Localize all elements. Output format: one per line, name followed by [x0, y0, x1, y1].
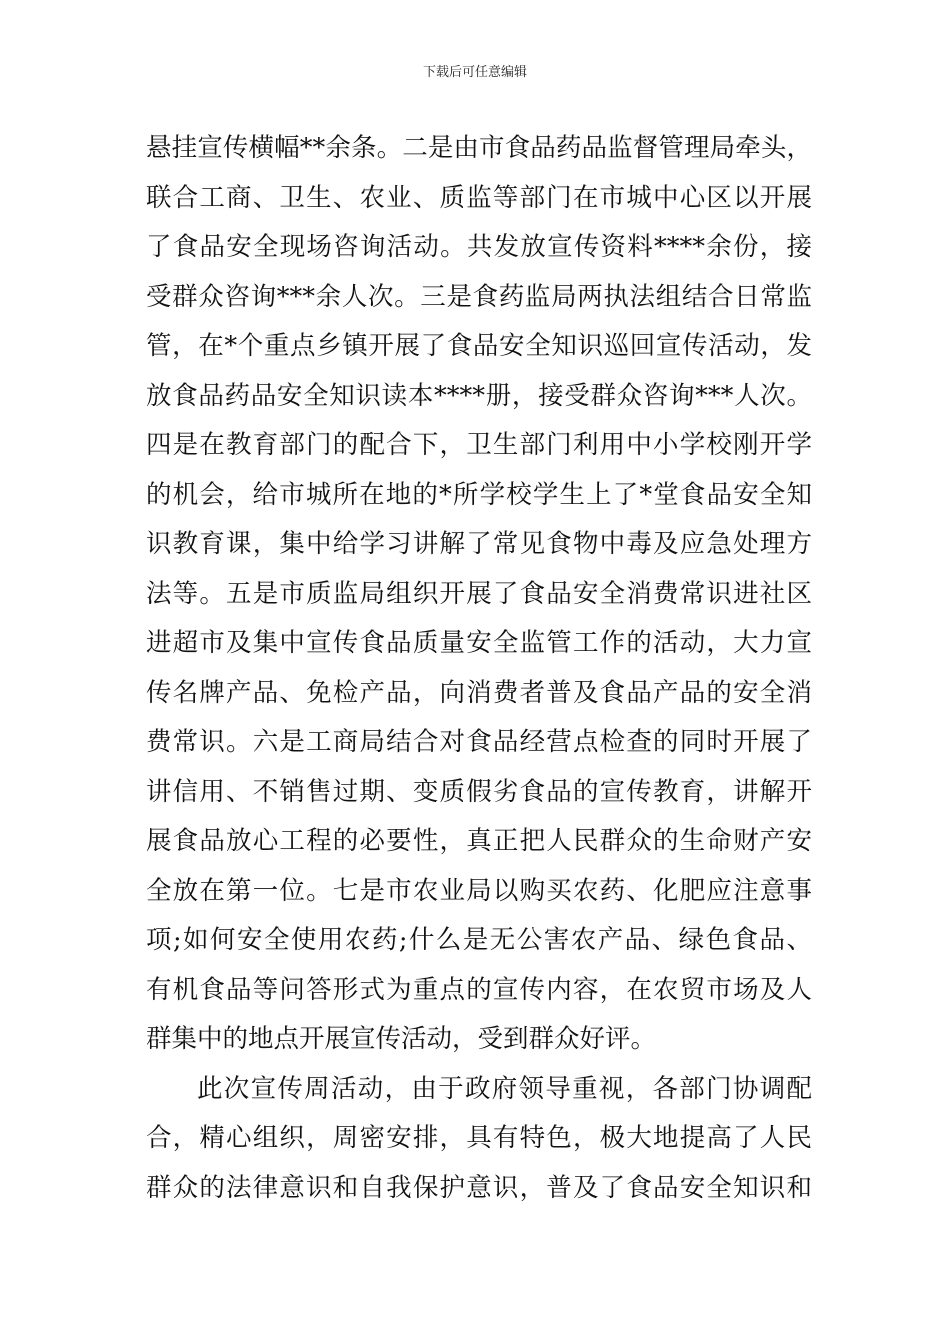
paragraph [146, 124, 812, 1065]
text-line: 受群众咨询***余人次。三是食药监局两执法组结合日常监 [146, 281, 812, 312]
text-line: 进超市及集中宣传食品质量安全监管工作的活动，大力宣 [146, 628, 812, 658]
text-line: 的机会，给市城所在地的*所学校学生上了*堂食品安全知 [146, 479, 812, 510]
text-line: 合，精心组织，周密安排，具有特色，极大地提高了人民 [146, 1123, 812, 1153]
text-line: 讲信用、不销售过期、变质假劣食品的宣传教育，讲解开 [146, 776, 812, 807]
text-line: 有机食品等问答形式为重点的宣传内容，在农贸市场及人 [146, 974, 812, 1005]
text-line: 放食品药品安全知识读本****册，接受群众咨询***人次。 [146, 380, 812, 411]
text-line: 法等。五是市质监局组织开展了食品安全消费常识进社区 [146, 578, 812, 609]
paragraph [146, 1065, 812, 1214]
text-line: 费常识。六是工商局结合对食品经营点检查的同时开展了 [146, 727, 812, 757]
text-line: 四是在教育部门的配合下，卫生部门利用中小学校刚开学 [146, 430, 812, 460]
text-line: 群集中的地点开展宣传活动，受到群众好评。 [146, 1024, 657, 1054]
text-line: 识教育课，集中给学习讲解了常见食物中毒及应急处理方 [146, 529, 812, 559]
text-line: 展食品放心工程的必要性，真正把人民群众的生命财产安 [146, 826, 812, 856]
document-body [146, 124, 812, 1213]
page-header: 下载后可任意编辑 [422, 65, 527, 80]
text-line: 联合工商、卫生、农业、质监等部门在市城中心区以开展 [146, 182, 812, 213]
text-line: 此次宣传周活动，由于政府领导重视，各部门协调配 [197, 1073, 812, 1104]
text-line: 项;如何安全使用农药;什么是无公害农产品、绿色食品、 [146, 925, 812, 955]
text-line: 悬挂宣传横幅**余条。二是由市食品药品监督管理局牵头， [146, 133, 812, 163]
text-line: 全放在第一位。七是市农业局以购买农药、化肥应注意事 [146, 875, 812, 906]
text-line: 管，在*个重点乡镇开展了食品安全知识巡回宣传活动，发 [146, 331, 812, 361]
text-line: 群众的法律意识和自我保护意识，普及了食品安全知识和 [146, 1172, 812, 1203]
text-line: 了食品安全现场咨询活动。共发放宣传资料****余份，接 [146, 232, 812, 262]
text-line: 传名牌产品、免检产品，向消费者普及食品产品的安全消 [146, 677, 812, 708]
